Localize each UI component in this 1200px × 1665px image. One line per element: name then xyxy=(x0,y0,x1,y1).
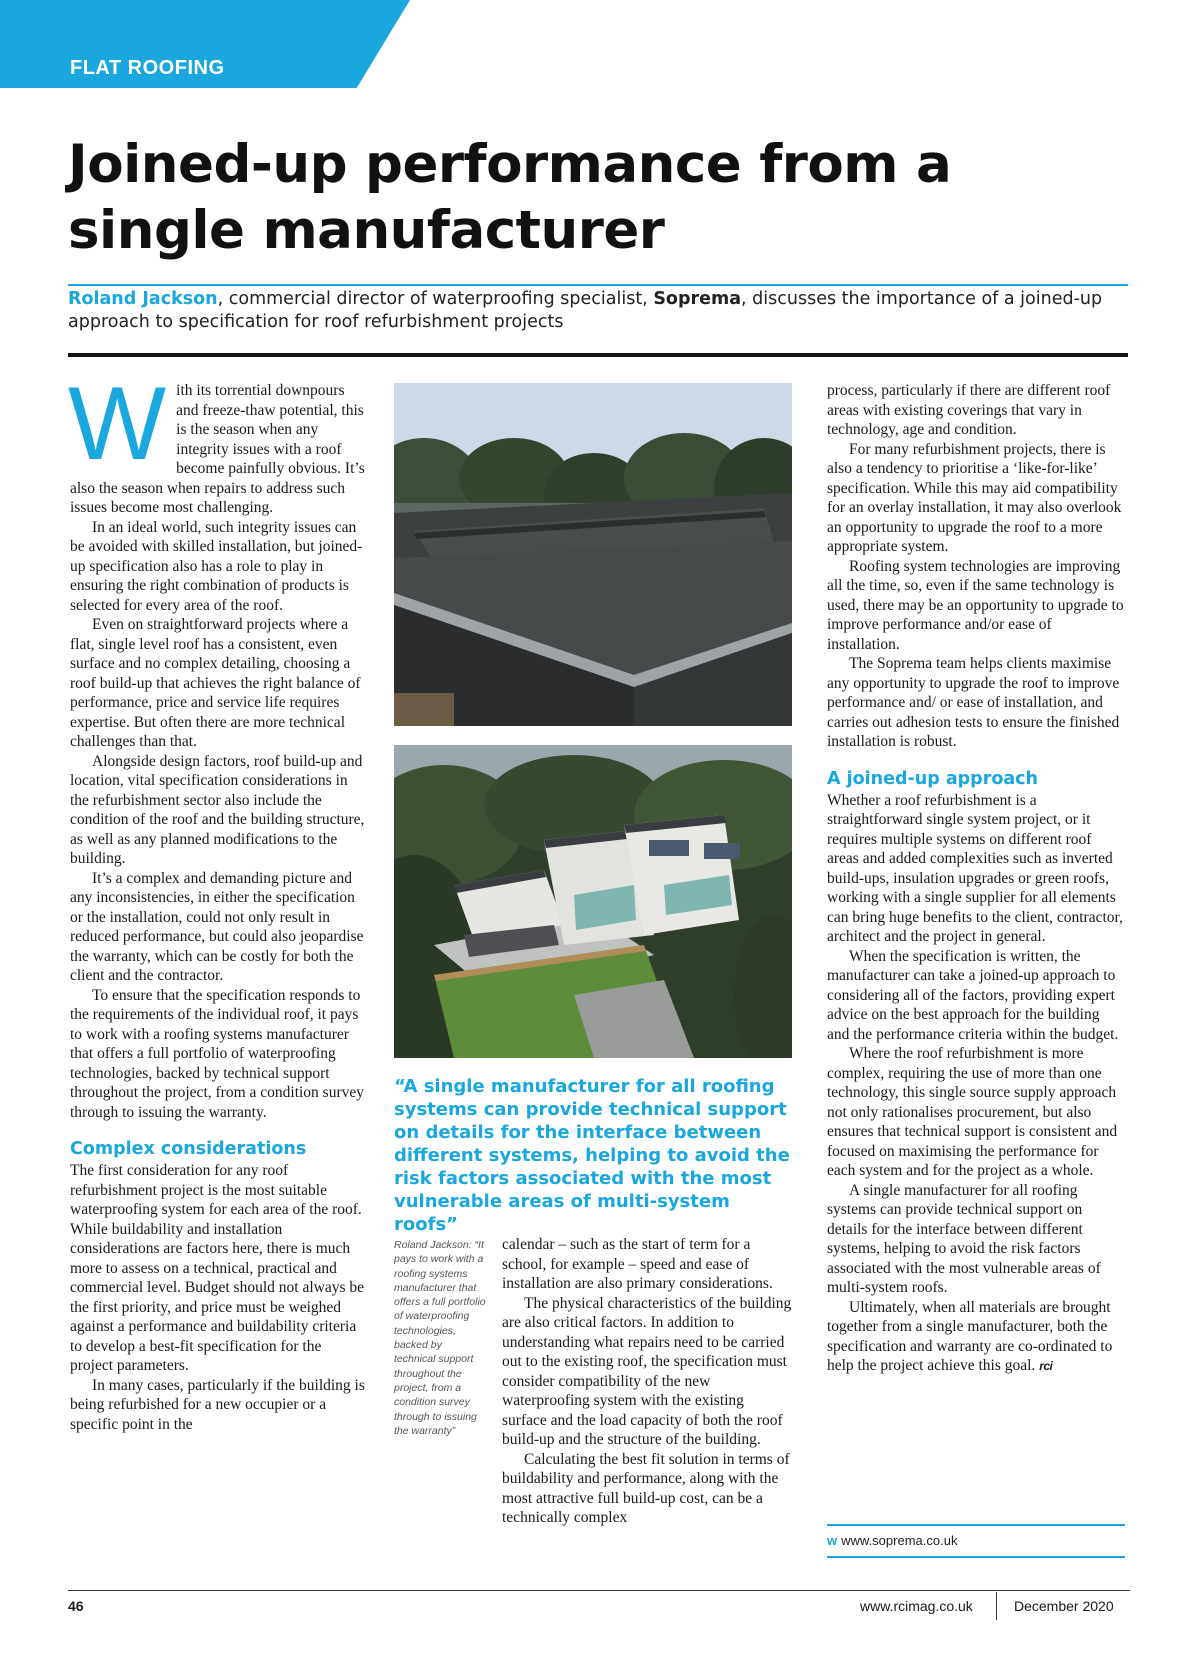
body-paragraph: Whether a roof refurbishment is a straightforward single system project, or it requires multiple systems on different roof areas and added complexities such as inverted build-ups, insulation upgrades or green roofs, working with a single supplier for all elements can bring huge benefits to the client, contractor, architect and the project in general. xyxy=(827,791,1123,945)
side-caption: Roland Jackson: “It pays to work with a roofing systems manufacturer that offers a full portfolio of waterproofing technologies, backed by technical support throughout the project, from a condition survey through to issuing the warranty” xyxy=(394,1239,486,1437)
article-column-3 xyxy=(827,381,1125,1377)
body-paragraph: Calculating the best fit solution in terms of buildability and performance, along with the most attractive full build-up cost, can be a technically complex xyxy=(502,1450,790,1526)
footer-date: December 2020 xyxy=(1014,1598,1114,1614)
drop-cap: W xyxy=(68,366,167,482)
body-paragraph: The Soprema team helps clients maximise any opportunity to upgrade the roof to improve performance and/ or ease of installation, and carries out adhesion tests to ensure the finished installation is robust. xyxy=(827,655,1120,750)
header-rule xyxy=(68,353,1128,357)
body-paragraph: To ensure that the specification responds to the requirements of the individual roof, it pays to work with a roofing systems manufacturer that offers a full portfolio of waterproofing technologies, backed by technical support throughout the project, from a condition survey through to issuing the warranty. xyxy=(70,986,365,1121)
website-rule-bottom xyxy=(827,1556,1125,1558)
body-paragraph: process, particularly if there are different roof areas with existing coverings that vary in technology, age and condition. xyxy=(827,382,1111,438)
body-paragraph: In many cases, particularly if the building is being refurbished for a new occupier or a specific point in the xyxy=(70,1376,365,1433)
end-mark-logo: rci xyxy=(1039,1359,1053,1373)
website-prefix: w xyxy=(827,1533,838,1548)
housing-photo-image xyxy=(394,745,792,1058)
body-paragraph: For many refurbishment projects, there is also a tendency to prioritise a ‘like-for-like’ specification. While this may aid compatibility for an overlay installation, it may also overlook an opportunity to upgrade the roof to a more appropriate system. xyxy=(827,440,1122,555)
roof-photo-image xyxy=(394,383,792,726)
footer-separator xyxy=(996,1592,997,1620)
body-paragraph: Even on straightforward projects where a flat, single level roof has a consistent, even surface and no complex detailing, choosing a roof build-up that achieves the right balance of performance, price and service life requires expertise. But often there are more technical challenges than that. xyxy=(70,616,361,750)
body-paragraph: The first consideration for any roof refurbishment project is the most suitable waterproofing system for each area of the roof. While buildability and installation considerations are factors here, there is much more to assess on a technical, practical and commercial level. Budget should not always be the first priority, and price must be weighed against a performance and buildability criteria to develop a best-fit specification for the project parameters. xyxy=(70,1162,364,1374)
body-paragraph xyxy=(827,1298,1125,1377)
company-name: Soprema xyxy=(653,289,742,309)
headline: Joined-up performance from a single manufacturer xyxy=(68,134,952,261)
body-paragraph xyxy=(68,366,365,518)
standfirst-rule xyxy=(68,284,1128,286)
body-paragraph: Roofing system technologies are improving all the time, so, even if the same technology is used, there may be an opportunity to upgrade to improve performance and/or ease of installation. xyxy=(827,557,1124,653)
body-paragraph: When the specification is written, the manufacturer can take a joined-up approach to considering all of the factors, providing expert advice on the best approach for the building and the performance criteria within the budget. xyxy=(827,947,1119,1043)
website-credit xyxy=(827,1533,1125,1548)
subheading-joined-up-approach: A joined-up approach xyxy=(827,768,1039,789)
website-url[interactable]: www.soprema.co.uk xyxy=(841,1533,958,1548)
pull-quote: “A single manufacturer for all roofing systems can provide technical support on details for the interface between different systems, helping to avoid the risk factors associated with the most vulnerable areas of multi-system roofs” xyxy=(394,1076,790,1235)
body-paragraph: The physical characteristics of the building are also critical factors. In addition to understanding what repairs need to be carried out to the existing roof, the specification must consider compatibility of the new waterproofing system with the existing surface and the load capacity of both the roof build-up and the structure of the building. xyxy=(502,1294,792,1448)
body-paragraph: In an ideal world, such integrity issues can be avoided with skilled installation, but joined-up specification also has a role to play in ensuring the right combination of products is selected for every area of the roof. xyxy=(70,518,363,614)
standfirst-text-b: , discusses the importance of a joined-up approach to specification for roof refurbishment projects xyxy=(68,289,1103,332)
subheading-complex-considerations: Complex considerations xyxy=(70,1139,307,1159)
standfirst xyxy=(68,288,1128,334)
body-paragraph: calendar – such as the start of term for a school, for example – speed and ease of installation are also primary considerations. xyxy=(502,1236,773,1292)
paragraph-text: Ultimately, when all materials are brought together from a single manufacturer, both the specification and warranty are co-ordinated to help the project achieve this goal. xyxy=(827,1298,1113,1374)
body-paragraph: Alongside design factors, roof build-up and location, vital specification considerations in the refurbishment sector also include the condition of the roof and the building structure, as well as any planned modifications to the building. xyxy=(70,752,365,867)
author-name: Roland Jackson xyxy=(68,289,218,309)
body-paragraph: It’s a complex and demanding picture and any inconsistencies, in either the specification or the installation, could not only result in reduced performance, but could also jeopardise the warranty, which can be costly for both the client and the contractor. xyxy=(70,869,364,984)
page-number: 46 xyxy=(68,1598,84,1614)
body-paragraph: Where the roof refurbishment is more complex, requiring the use of more than one technology, this single source supply approach not only rationalises procurement, but also ensures that technical support is consistent and focused on maximising the performance for each system and for the project as a whole. xyxy=(827,1045,1118,1179)
article-column-1 xyxy=(68,366,365,1434)
footer-rule xyxy=(68,1590,1130,1591)
website-rule-top xyxy=(827,1524,1125,1526)
housing-photo xyxy=(394,745,792,1058)
paragraph-text: ith its torrential downpours and freeze-thaw potential, this is the season when any integrity issues with a roof become painfully obvious. It’s also the season when repairs to address such issues become most challenging. xyxy=(70,382,365,516)
section-label: FLAT ROOFING xyxy=(70,57,225,79)
standfirst-text-a: , commercial director of waterproofing specialist, xyxy=(217,289,654,309)
footer-site-url[interactable]: www.rcimag.co.uk xyxy=(860,1598,973,1614)
roof-photo xyxy=(394,383,792,726)
body-paragraph: A single manufacturer for all roofing systems can provide technical support on details for the interface between different systems, helping to avoid the risk factors associated with the most vulnerable areas of multi-system roofs. xyxy=(827,1181,1101,1296)
article-column-2 xyxy=(502,1235,792,1528)
